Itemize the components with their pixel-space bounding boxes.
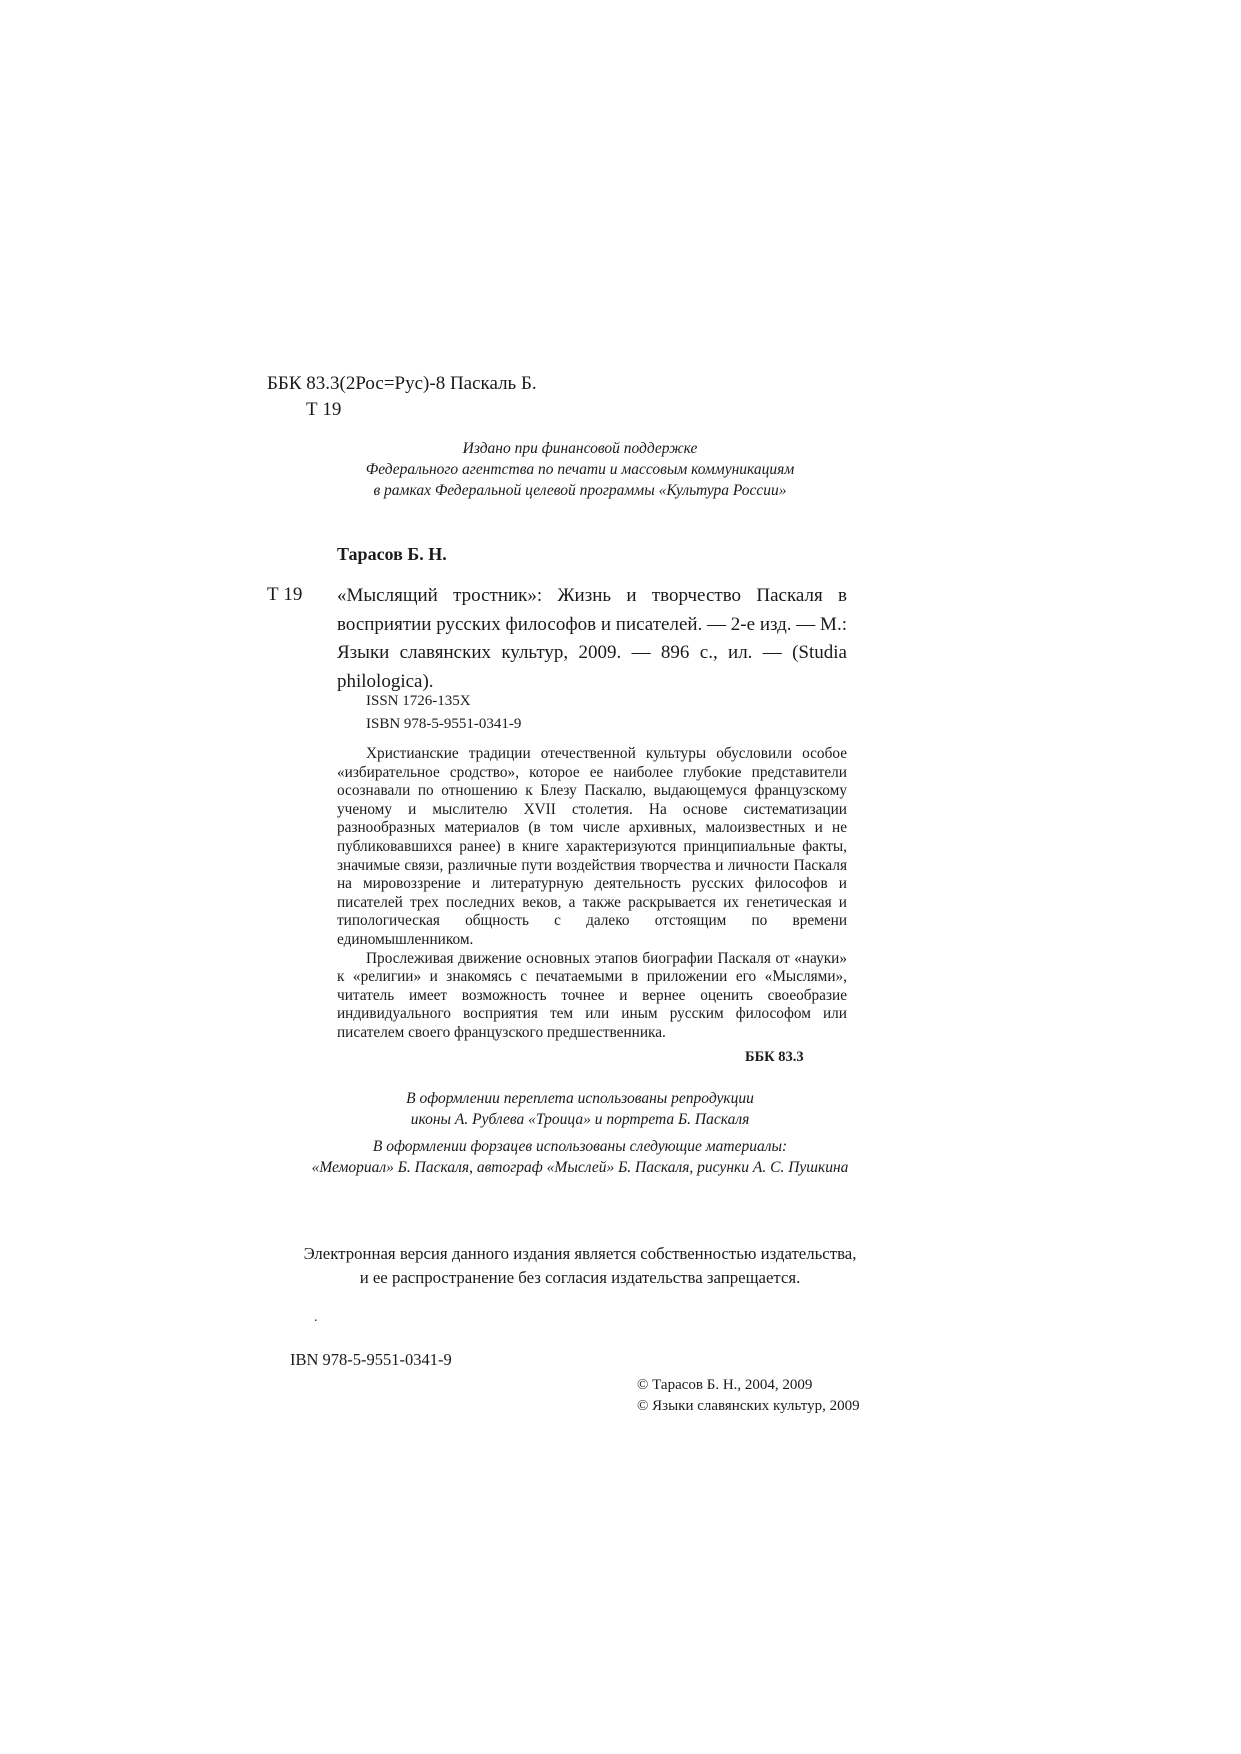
copyright-line: © Тарасов Б. Н., 2004, 2009 (637, 1377, 813, 1393)
entry-author-mark: Т 19 (267, 584, 303, 605)
annotation-bbk: ББК 83.3 (745, 1049, 804, 1065)
stray-dot: . (314, 1310, 318, 1325)
ibn-number: IBN 978-5-9551-0341-9 (290, 1350, 452, 1369)
author-mark: Т 19 (306, 399, 342, 420)
design-note-line: «Мемориал» Б. Паскаля, автограф «Мыслей» Б. Паскаля, рисунки А. С. Пушкина (311, 1159, 849, 1176)
annotation (337, 745, 847, 1043)
electronic-notice-line: и ее распространение без согласия издательства запрещается. (359, 1268, 801, 1287)
annotation-paragraph: Прослеживая движение основных этапов биографии Паскаля от «науки» к «религии» и знакомясь с печатаемыми в приложении его «Мыслями», читатель имеет возможность точнее и вернее оценить своеобразие индивидуального восприятия тем или иным русским философом или писателем своего французского предшественника. (337, 949, 847, 1041)
bibliographic-entry: «Мыслящий тростник»: Жизнь и творчество Паскаля в восприятии русских философов и писателей. — 2-е изд. — М.: Языки славянских культур, 2009. — 896 с., ил. — (Studia philologica). (337, 585, 847, 692)
author-name: Тарасов Б. Н. (337, 544, 447, 564)
support-line: Федерального агентства по печати и массовым коммуникациям (365, 461, 795, 478)
support-line: Издано при финансовой поддержке (462, 440, 698, 457)
bbk-classification: ББК 83.3(2Рос=Рус)-8 Паскаль Б. (267, 373, 537, 394)
design-note-line: В оформлении форзацев использованы следующие материалы: (372, 1138, 788, 1155)
support-line: в рамках Федеральной целевой программы «Культура России» (373, 482, 787, 499)
design-note-line: В оформлении переплета использованы репродукции (406, 1090, 754, 1107)
annotation-paragraph: Христианские традиции отечественной культуры обусловили особое «избирательное сродство», которое ее наиболее глубокие представители осознавали по отношению к Блезу Паскалю, выдающемуся французскому ученому и мыслителю XVII столетия. На основе систематизации разнообразных материалов (в том числе архивных, малоизвестных и не публиковавшихся ранее) в книге характеризуются принципиальные факты, значимые связи, различные пути воздействия творчества и личности Паскаля на мировоззрение и литературную деятельность русских философов и писателей трех последних веков, а также раскрывается их генетическая и типологическая общность с далеко отстоящим по времени единомышленником. (337, 745, 847, 948)
design-note-line: иконы А. Рублева «Троица» и портрета Б. Паскаля (410, 1111, 750, 1128)
isbn: ISBN 978-5-9551-0341-9 (366, 716, 522, 732)
copyright-line: © Языки славянских культур, 2009 (637, 1398, 860, 1414)
electronic-notice (240, 1242, 920, 1290)
issn: ISSN 1726-135X (366, 693, 471, 709)
electronic-notice-line: Электронная версия данного издания является собственностью издательства, (303, 1244, 857, 1263)
